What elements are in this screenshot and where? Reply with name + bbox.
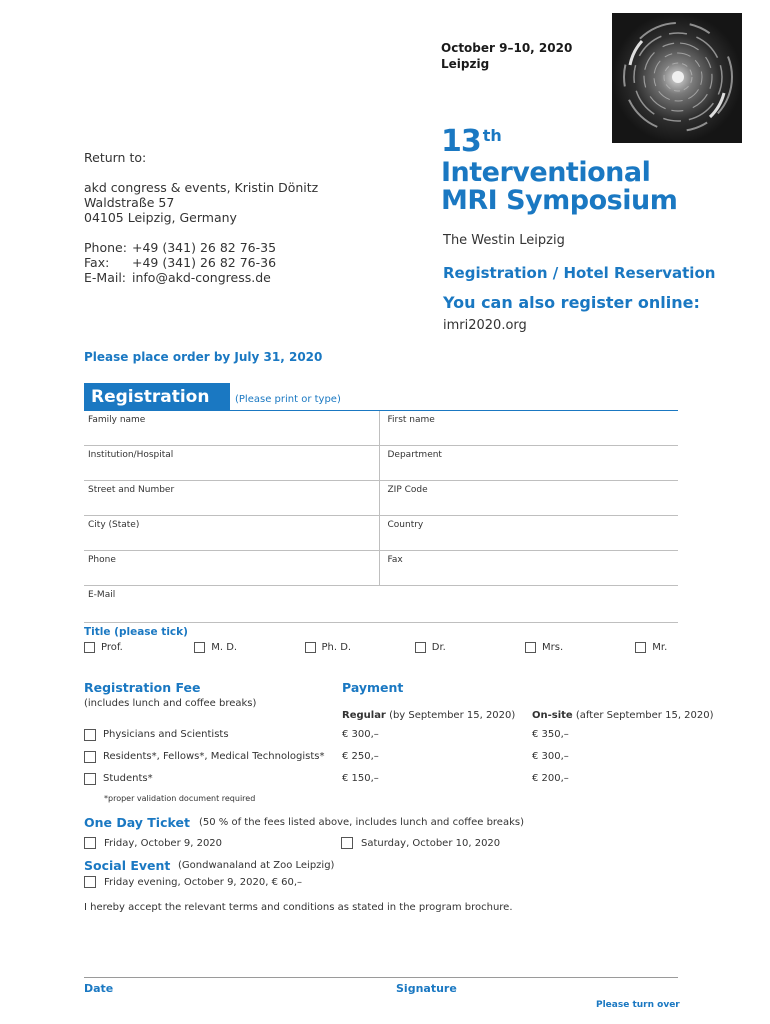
title-option-label: Prof. [101, 642, 123, 653]
turn-over-note: Please turn over [596, 1000, 680, 1010]
title-option-md[interactable] [194, 642, 304, 653]
fax-field[interactable]: Fax [379, 551, 679, 585]
checkbox[interactable] [305, 642, 316, 653]
one-day-note: (50 % of the fees listed above, includes lunch and coffee breaks) [199, 817, 524, 828]
form-row [84, 551, 678, 586]
family-name-field[interactable]: Family name [88, 415, 146, 425]
title-option-dr[interactable] [415, 642, 525, 653]
checkbox[interactable] [84, 837, 96, 849]
fax-row [84, 255, 318, 270]
online-url-link[interactable]: imri2020.org [443, 318, 527, 333]
event-date [441, 40, 572, 72]
fee-onsite: € 300,– [532, 751, 569, 762]
title-option-phd[interactable] [305, 642, 415, 653]
country-field[interactable]: Country [379, 516, 679, 550]
fee-category: Students* [103, 773, 153, 784]
one-day-heading: One Day Ticket [84, 815, 190, 830]
zip-code-field[interactable]: ZIP Code [379, 481, 679, 515]
phone-field[interactable]: Phone [88, 555, 116, 565]
checkbox[interactable] [84, 751, 96, 763]
address-line-3: 04105 Leipzig, Germany [84, 210, 237, 225]
title-option-label: Dr. [431, 642, 446, 653]
title-option-mr[interactable] [635, 642, 684, 653]
phone-label: Phone: [84, 240, 127, 255]
signature-label: Signature [396, 982, 457, 995]
fee-regular: € 150,– [342, 773, 379, 784]
phone-value: +49 (341) 26 82 76-35 [132, 240, 277, 255]
title-option-label: Mr. [652, 642, 668, 653]
registration-form [84, 411, 678, 623]
checkbox[interactable] [84, 773, 96, 785]
event-date-text: October 9–10, 2020 [441, 41, 573, 55]
checkbox[interactable] [84, 729, 96, 741]
phone-row [84, 240, 318, 255]
regular-note: (by September 15, 2020) [389, 710, 516, 721]
fee-heading: Registration Fee [84, 680, 201, 695]
address-line-2: Waldstraße 57 [84, 195, 175, 210]
terms-text: I hereby accept the relevant terms and conditions as stated in the program brochure. [84, 902, 513, 913]
form-row [84, 411, 678, 446]
form-row [84, 446, 678, 481]
title-option-label: Mrs. [542, 642, 564, 653]
email-field[interactable]: E-Mail [88, 590, 116, 600]
one-day-friday-option[interactable] [84, 837, 222, 849]
social-event-heading: Social Event [84, 858, 171, 873]
department-field[interactable]: Department [379, 446, 679, 480]
checkbox[interactable] [341, 837, 353, 849]
fee-subheading: (includes lunch and coffee breaks) [84, 698, 257, 709]
date-label: Date [84, 982, 114, 995]
title-line-1: Interventional [441, 157, 651, 188]
title-option-label: M. D. [211, 642, 238, 653]
fee-footnote: *proper validation document required [104, 794, 256, 803]
checkbox[interactable] [84, 876, 96, 888]
venue-text: The Westin Leipzig [443, 233, 565, 248]
fee-regular: € 250,– [342, 751, 379, 762]
event-title [441, 124, 677, 215]
social-event-label: Friday evening, October 9, 2020, € 60,– [104, 876, 303, 888]
checkbox[interactable] [415, 642, 426, 653]
onsite-note: (after September 15, 2020) [575, 710, 714, 721]
regular-column-head [342, 710, 515, 721]
email-row [84, 270, 318, 285]
event-city-text: Leipzig [441, 57, 490, 71]
street-field[interactable]: Street and Number [88, 485, 175, 495]
fee-onsite: € 200,– [532, 773, 569, 784]
fee-category: Physicians and Scientists [103, 729, 229, 740]
email-value[interactable]: info@akd-congress.de [132, 270, 271, 285]
edition-number: 13 [441, 124, 481, 159]
onsite-label: On-site [532, 710, 573, 721]
first-name-field[interactable]: First name [379, 411, 679, 445]
address-line-1: akd congress & events, Kristin Dönitz [84, 180, 319, 195]
order-deadline: Please place order by July 31, 2020 [84, 350, 323, 364]
form-row [84, 586, 678, 623]
checkbox[interactable] [635, 642, 646, 653]
fee-onsite: € 350,– [532, 729, 569, 740]
fee-regular: € 300,– [342, 729, 379, 740]
title-option-prof[interactable] [84, 642, 194, 653]
one-day-friday-label: Friday, October 9, 2020 [104, 837, 223, 849]
registration-heading: Registration [84, 383, 230, 411]
checkbox[interactable] [525, 642, 536, 653]
title-option-mrs[interactable] [525, 642, 635, 653]
return-address [84, 150, 318, 285]
onsite-column-head [532, 710, 714, 721]
title-options [84, 642, 684, 653]
form-row [84, 481, 678, 516]
edition-suffix: th [482, 126, 502, 145]
title-line-2: MRI Symposium [441, 185, 678, 216]
form-row [84, 516, 678, 551]
title-section-label: Title (please tick) [84, 626, 188, 638]
fax-value: +49 (341) 26 82 76-36 [132, 255, 277, 270]
registration-hint: (Please print or type) [235, 394, 341, 405]
fax-label: Fax: [84, 255, 110, 270]
checkbox[interactable] [194, 642, 205, 653]
institution-field[interactable]: Institution/Hospital [88, 450, 174, 460]
social-event-option[interactable] [84, 876, 302, 888]
one-day-saturday-label: Saturday, October 10, 2020 [361, 837, 501, 849]
social-event-note: (Gondwanaland at Zoo Leipzig) [178, 860, 335, 871]
one-day-saturday-option[interactable] [341, 837, 500, 849]
payment-heading: Payment [342, 680, 404, 695]
form-subtitle: Registration / Hotel Reservation [443, 264, 716, 282]
checkbox[interactable] [84, 642, 95, 653]
city-field[interactable]: City (State) [88, 520, 140, 530]
regular-label: Regular [342, 710, 386, 721]
fee-category: Residents*, Fellows*, Medical Technologists* [103, 751, 325, 762]
return-label: Return to: [84, 150, 147, 165]
online-heading: You can also register online: [443, 293, 700, 312]
signature-line [84, 977, 678, 978]
email-label: E-Mail: [84, 270, 127, 285]
title-option-label: Ph. D. [321, 642, 352, 653]
